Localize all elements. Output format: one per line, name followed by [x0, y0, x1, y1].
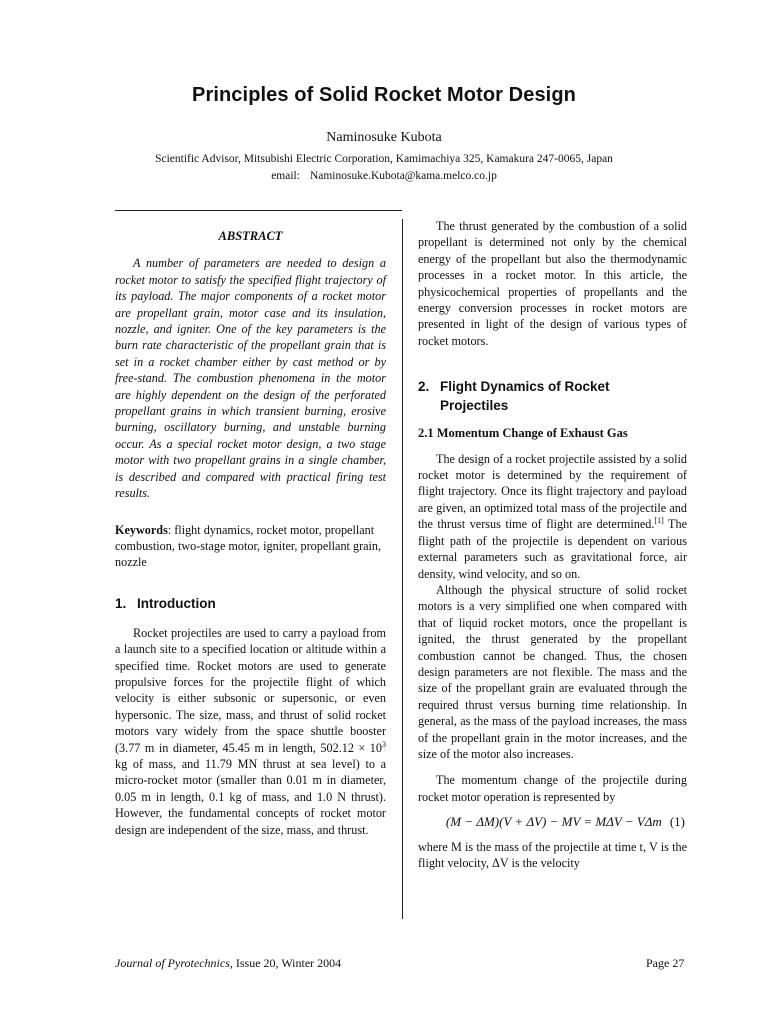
footer-journal [115, 956, 341, 971]
right-column [418, 218, 687, 871]
email-address[interactable]: Naminosuke.Kubota@kama.melco.co.jp [309, 170, 497, 182]
section-2-title-line2: Projectiles [440, 398, 509, 414]
equation-1-number: (1) [669, 814, 685, 830]
section-2-heading [418, 377, 687, 415]
section-2-paragraph-2: Although the physical structure of solid rocket motors is a very simplified one when compared with that of liquid rocket motors, once the propellant is ignited, the thrust generated by the propellant combustion cannot be changed. Thus, the chosen design parameters are not flexible. The mass and the size of the propellant grain are evaluated through the required thrust versus burning time relationship. In general, as the mass of the payload increases, the mass of the propellant grain in the motor increases, and the size of the motor also increases. [418, 582, 687, 761]
author-email-line [0, 170, 768, 182]
email-label: email: [271, 170, 300, 182]
section-2-number: 2. [418, 379, 430, 395]
keywords [115, 522, 386, 571]
section-2-paragraph-3: The momentum change of the projectile during rocket motor operation is represented by [418, 773, 687, 804]
author-affiliation: Scientific Advisor, Mitsubishi Electric Corporation, Kamimachiya 325, Kamakura 247-0065, Japan [155, 153, 613, 165]
section-2-paragraph-4: where M is the mass of the projectile at time t, V is the flight velocity, ΔV is the velocity [418, 839, 687, 870]
keywords-label: Keywords [115, 522, 168, 537]
section-1-title: Introduction [137, 595, 216, 611]
footer-page-number: Page 27 [646, 956, 685, 970]
section-1-heading [115, 594, 386, 613]
section-1-number: 1. [115, 595, 127, 611]
journal-name: Journal of Pyrotechnics [115, 956, 230, 970]
abstract-text: A number of parameters are needed to design a rocket motor to satisfy the specified flight trajectory of its payload. The major components of a rocket motor are propellant grain, motor case and its insulation, nozzle, and igniter. One of the key parameters is the burn rate characteristic of the propellant grain that is set in a rocket chamber either by cast method or by free-stand. The combustion phenomena in the motor are highly dependent on the design of the perforated propellant grains in which transient burning, erosive burning, oscillatory burning, and unstable burning occur. As a special rocket motor design, a two stage motor with two propellant grains in a single chamber, is described and compared with practical firing test results. [115, 256, 386, 501]
left-column [115, 228, 386, 838]
equation-1-body: (M − ΔM)(V + ΔV) − MV = MΔV − VΔm [445, 814, 662, 830]
section-2-title-line1: Flight Dynamics of Rocket [440, 379, 610, 395]
introduction-paragraph: Rocket projectiles are used to carry a payload from a launch site to a specified location or altitude within a specified time. Rocket motors are used to generate propulsive forces for the projectile flight of which velocity is either subsonic or supersonic, or even hypersonic. The size, mass, and thrust of solid rocket motors vary widely from the space shuttle booster (3.77 m in diameter, 45.45 m in length, $502.12 \times 10^3$ kg of mass, and 11.79 MN thrust at sea level) to a micro-rocket motor (smaller than 0.01 m in diameter, 0.05 m in length, 0.1 kg of mass, and 1.0 N thrust). However, the fundamental concepts of rocket motor design are independent of the size, mass, and thrust. [115, 625, 386, 837]
section-2-paragraph-1: The design of a rocket projectile assisted by a solid rocket motor is determined by the requirement of flight trajectory. Once its flight trajectory and payload are given, an optimized total mass of the projectile and the thrust versus time of flight are determined.[1] The flight path of the projectile is dependent on various external parameters such as gravitational force, air density, wind velocity, and so on. [418, 451, 687, 581]
author-name: Naminosuke Kubota [326, 130, 442, 145]
column-divider [402, 219, 403, 919]
journal-issue: , Issue 20, Winter 2004 [229, 956, 342, 970]
abstract-heading: ABSTRACT [218, 229, 283, 243]
paper-title: Principles of Solid Rocket Motor Design [192, 84, 576, 106]
equation-1 [418, 814, 687, 830]
header-divider [115, 210, 402, 211]
right-intro-paragraph: The thrust generated by the combustion of a solid propellant is determined not only by the chemical energy of the propellant but also the thermodynamic processes in a rocket motor. In this article, the physicochemical properties of propellants and the energy conversion processes in rocket motors are presented in light of the design of various types of rocket motors. [418, 219, 687, 348]
citation-ref[interactable]: [1] [654, 516, 664, 526]
keywords-text: : flight dynamics, rocket motor, propellant combustion, two-stage motor, igniter, propellant grain, nozzle [115, 522, 382, 570]
subsection-2-1-heading: 2.1 Momentum Change of Exhaust Gas [418, 426, 628, 441]
